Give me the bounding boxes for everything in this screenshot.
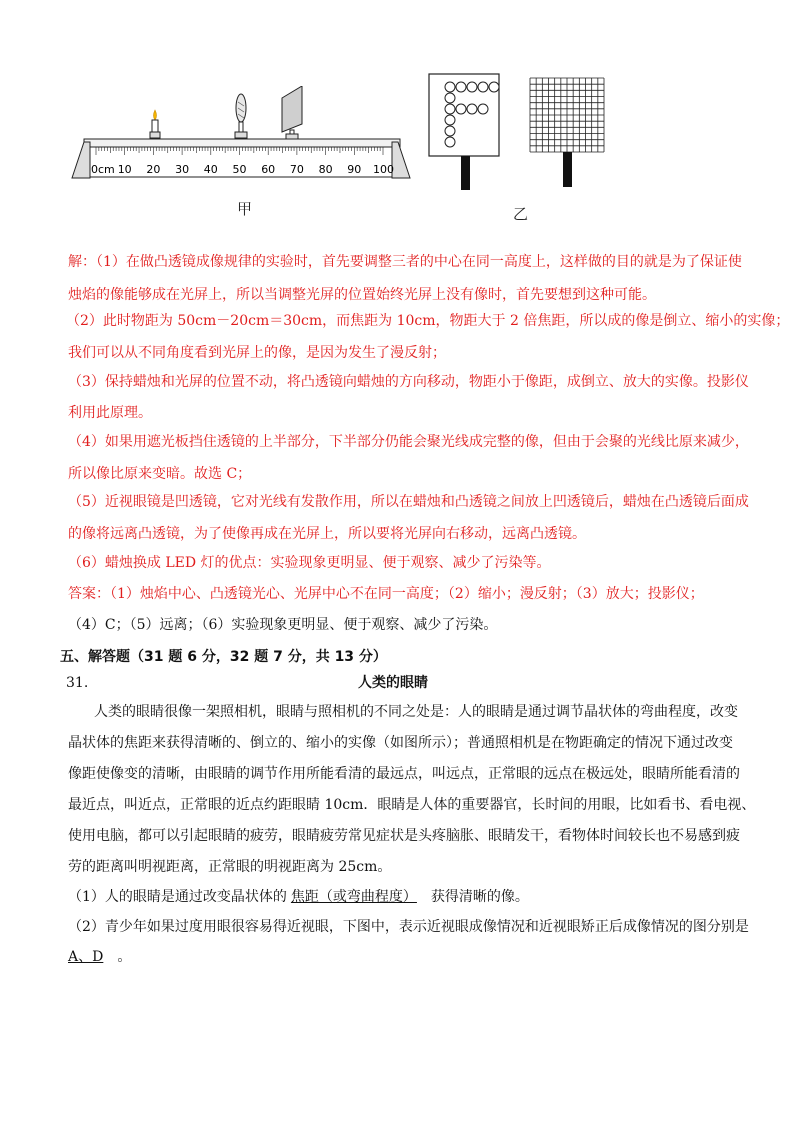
solution-line: 我们可以从不同角度看到光屏上的像，是因为发生了漫反射；	[68, 345, 446, 361]
question-1	[68, 887, 529, 907]
section-heading: 五、解答题（31 题 6 分，32 题 7 分，共 13 分）	[60, 649, 387, 665]
passage-line: 最近点，叫近点，正常眼的近点约距眼睛 10cm．眼睛是人体的重要器官，长时间的用眼，比如看书、看电视、	[68, 797, 756, 813]
passage-line: 像距使像变的清晰，由眼睛的调节作用所能看清的最远点，叫远点，正常眼的远点在极远处，眼睛所能看清的	[68, 766, 740, 782]
passage-line: 人类的眼睛很像一架照相机，眼睛与照相机的不同之处是：人的眼睛是通过调节晶状体的弯曲程度，改变	[94, 704, 738, 720]
candle-icon	[150, 110, 160, 138]
f-dot	[489, 82, 499, 92]
scale-label: 90	[347, 163, 362, 176]
solution-line: 利用此原理。	[68, 405, 152, 421]
q2-answer-blank: A、D	[68, 949, 104, 965]
optical-bench-figure	[66, 86, 416, 186]
passage-line: 晶状体的焦距来获得清晰的、倒立的、缩小的实像（如图所示）；普通照相机是在物距确定的情况下通过改变	[68, 735, 733, 751]
question-title: 人类的眼睛	[358, 675, 428, 691]
scale-label: 70	[289, 163, 304, 176]
scale-label: 30	[175, 163, 190, 176]
solution-line: （4）如果用遮光板挡住透镜的上半部分，下半部分仍能会聚光线成完整的像，但由于会聚的光线比原来减少，	[68, 434, 749, 450]
convex-lens-icon	[235, 94, 247, 138]
scale-label: 10	[117, 163, 132, 176]
solution-line: （3）保持蜡烛和光屏的位置不动，将凸透镜向蜡烛的方向移动，物距小于像距，成倒立、放大的实像。投影仪	[68, 374, 749, 390]
figure-caption-jia: 甲	[237, 200, 253, 218]
solution-line: （5）近视眼镜是凹透镜，它对光线有发散作用，所以在蜡烛和凸透镜之间放上凹透镜后，蜡烛在凸透镜后面成	[68, 494, 749, 510]
q1-prefix: （1）人的眼睛是通过改变晶状体的	[68, 889, 287, 905]
f-dot	[445, 126, 455, 136]
solution-line: （2）此时物距为 50cm－20cm＝30cm，而焦距为 10cm，物距大于 2 倍焦距，所以成的像是倒立、缩小的实像；	[66, 313, 790, 329]
f-dot	[445, 115, 455, 125]
f-pattern-screen	[428, 73, 503, 193]
f-dot	[478, 82, 488, 92]
question-2-answer	[68, 947, 131, 967]
f-dot	[478, 104, 488, 114]
scale-start-label: 0cm	[91, 163, 115, 176]
light-screen-icon	[282, 86, 302, 139]
passage-line: 使用电脑，都可以引起眼睛的疲劳，眼睛疲劳常见症状是头疼脑胀、眼睛发干，看物体时间较长也不易感到疲	[68, 828, 740, 844]
solution-line: （6）蜡烛换成 LED 灯的优点：实验现象更明显、便于观察、减少了污染等。	[68, 555, 551, 571]
question-number: 31.	[66, 675, 89, 691]
figure-caption-yi: 乙	[513, 205, 529, 223]
f-dot	[467, 82, 477, 92]
answer-line: 答案：（1）烛焰中心、凸透镜光心、光屏中心不在同一高度；（2）缩小；漫反射；（3）放大；投影仪；	[68, 586, 704, 602]
grid-screen	[528, 76, 608, 191]
scale-label: 20	[146, 163, 161, 176]
f-dot	[456, 104, 466, 114]
scale-label: 100	[373, 163, 394, 176]
solution-line: 解：（1）在做凸透镜成像规律的实验时，首先要调整三者的中心在同一高度上，这样做的目的就是为了保证使	[68, 254, 742, 270]
f-dot	[445, 82, 455, 92]
answer-line: （4）C；（5）远离；（6）实验现象更明显、便于观察、减少了污染。	[68, 617, 498, 633]
q2-suffix: 。	[117, 949, 132, 965]
scale-label: 50	[232, 163, 247, 176]
f-dot	[445, 104, 455, 114]
q1-answer-blank: 焦距（或弯曲程度）	[290, 889, 417, 905]
solution-line: 所以像比原来变暗。故选 C；	[68, 466, 252, 482]
f-dot	[467, 104, 477, 114]
f-dot	[445, 93, 455, 103]
q1-suffix: 获得清晰的像。	[430, 889, 529, 905]
question-2: （2）青少年如果过度用眼很容易得近视眼，下图中，表示近视眼成像情况和近视眼矫正后成像情况的图分别是	[68, 919, 749, 935]
scale-label: 60	[261, 163, 276, 176]
f-dot	[456, 82, 466, 92]
f-dot	[445, 137, 455, 147]
passage-line: 劳的距离叫明视距离，正常眼的明视距离为 25cm。	[68, 859, 392, 875]
solution-line: 的像将远离凸透镜，为了使像再成在光屏上，所以要将光屏向右移动，远离凸透镜。	[68, 526, 586, 542]
scale-label: 40	[203, 163, 218, 176]
solution-line: 烛焰的像能够成在光屏上，所以当调整光屏的位置始终光屏上没有像时，首先要想到这种可能。	[68, 287, 656, 303]
scale-label: 80	[318, 163, 333, 176]
